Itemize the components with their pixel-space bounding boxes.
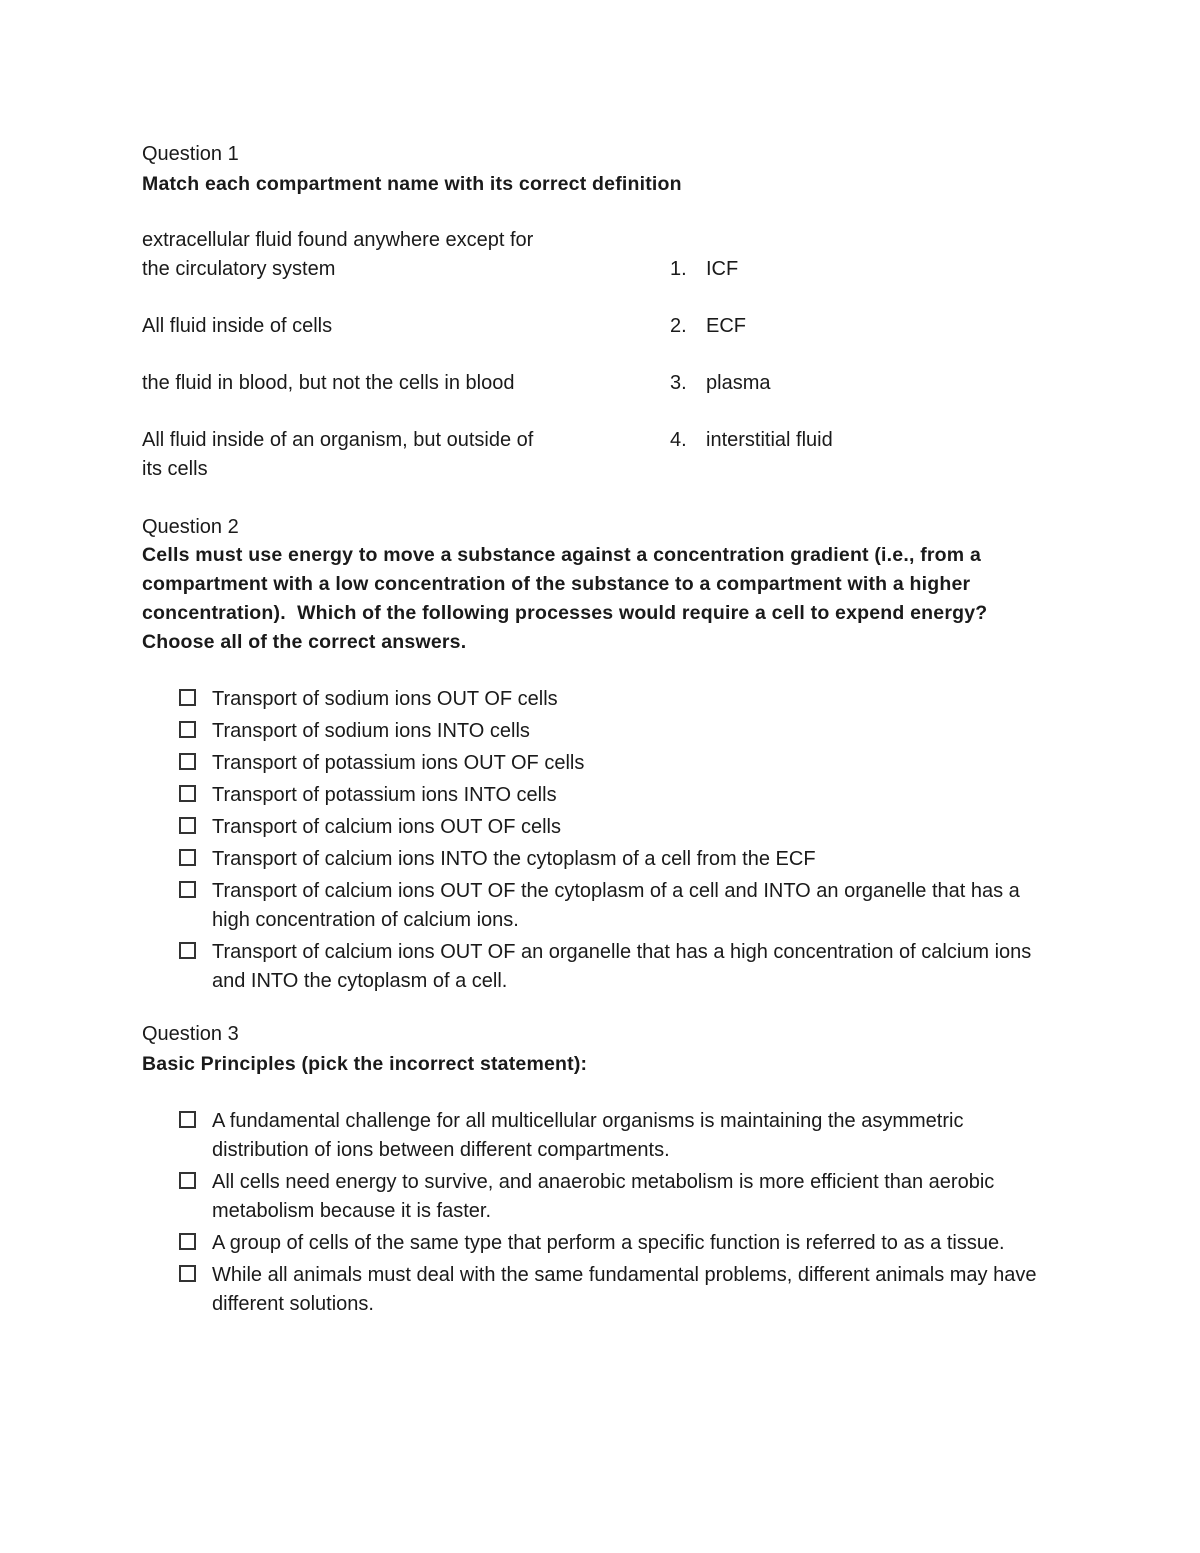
answer-option: Transport of potassium ions OUT OF cells [142, 749, 1062, 778]
answer-options [142, 685, 1062, 996]
answer-option: Transport of sodium ions INTO cells [142, 717, 1062, 746]
question-prompt: Match each compartment name with its correct definition [142, 173, 682, 195]
match-definition: the fluid in blood, but not the cells in blood [142, 372, 515, 394]
document-page [142, 140, 1062, 1322]
checkbox[interactable] [179, 1111, 196, 1128]
question-3 [142, 1020, 1062, 1319]
answer-option: Transport of potassium ions INTO cells [142, 781, 1062, 810]
question-2 [142, 513, 1062, 996]
answer-option: A fundamental challenge for all multicellular organisms is maintaining the asymmetric distribution of ions between different compartments. [142, 1107, 1062, 1165]
checkbox[interactable] [179, 881, 196, 898]
answer-option: While all animals must deal with the same fundamental problems, different animals may have different solutions. [142, 1261, 1062, 1319]
question-prompt: Cells must use energy to move a substance against a concentration gradient (i.e., from a compartment with a low concentration of the substance to a compartment with a higher concentration). Which of the following processes would require a cell to expend energy? Choose all of the correct answers. [142, 544, 988, 653]
question-label: Question 2 [142, 516, 239, 538]
checkbox[interactable] [179, 1172, 196, 1189]
answer-option: Transport of calcium ions INTO the cytoplasm of a cell from the ECF [142, 845, 1062, 874]
answer-option: A group of cells of the same type that perform a specific function is referred to as a tissue. [142, 1229, 1062, 1258]
answer-option: Transport of calcium ions OUT OF cells [142, 813, 1062, 842]
checkbox[interactable] [179, 1233, 196, 1250]
answer-options [142, 1107, 1062, 1319]
match-definition: All fluid inside of cells [142, 315, 333, 337]
question-prompt: Basic Principles (pick the incorrect statement): [142, 1053, 588, 1075]
match-definition: All fluid inside of an organism, but outside of its cells [142, 429, 534, 480]
match-term: 4. interstitial fluid [670, 429, 833, 451]
match-term: 2. ECF [670, 315, 746, 337]
matching-table [142, 226, 1062, 486]
question-1 [142, 140, 1062, 486]
answer-option: Transport of calcium ions OUT OF the cytoplasm of a cell and INTO an organelle that has a high concentration of calcium ions. [142, 877, 1062, 935]
match-term: 3. plasma [670, 372, 771, 394]
checkbox[interactable] [179, 689, 196, 706]
match-term: 1. ICF [670, 258, 739, 280]
answer-option: Transport of calcium ions OUT OF an organelle that has a high concentration of calcium ions and INTO the cytoplasm of a cell. [142, 938, 1062, 996]
answer-option: Transport of sodium ions OUT OF cells [142, 685, 1062, 714]
checkbox[interactable] [179, 721, 196, 738]
question-label: Question 1 [142, 143, 239, 165]
match-definition: extracellular fluid found anywhere except for the circulatory system [142, 229, 534, 280]
checkbox[interactable] [179, 785, 196, 802]
checkbox[interactable] [179, 942, 196, 959]
answer-option: All cells need energy to survive, and anaerobic metabolism is more efficient than aerobic metabolism because it is faster. [142, 1168, 1062, 1226]
checkbox[interactable] [179, 849, 196, 866]
checkbox[interactable] [179, 1265, 196, 1282]
question-label: Question 3 [142, 1023, 239, 1045]
checkbox[interactable] [179, 753, 196, 770]
checkbox[interactable] [179, 817, 196, 834]
